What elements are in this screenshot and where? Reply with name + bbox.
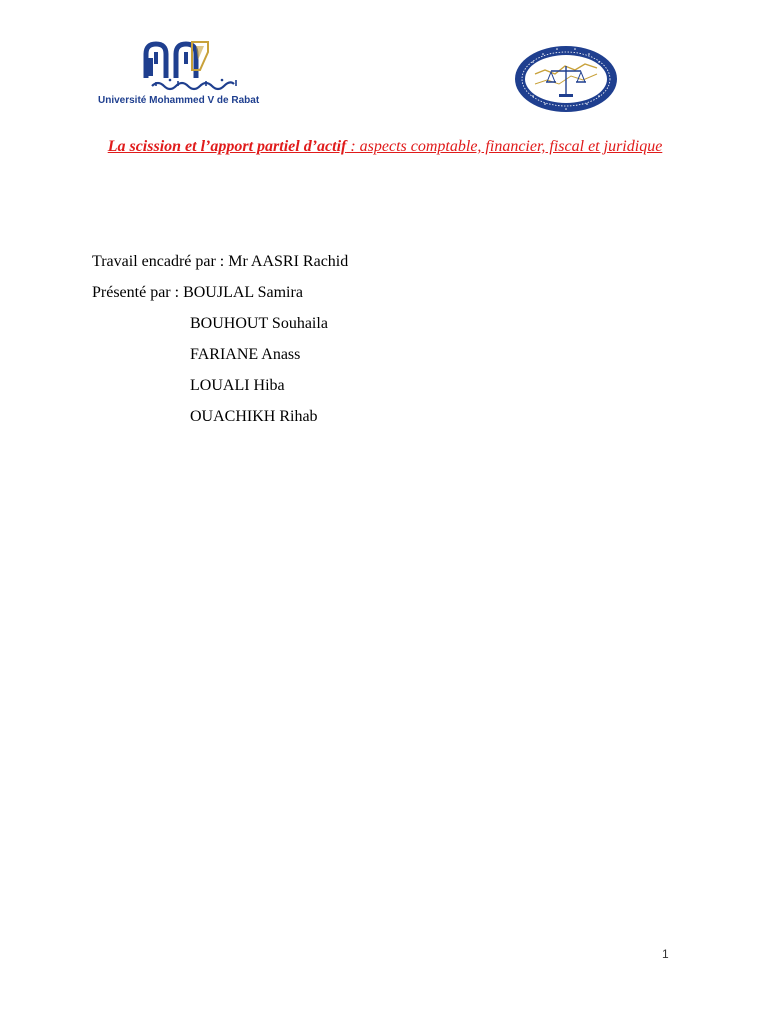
university-logo bbox=[96, 40, 276, 110]
title-subtitle: : aspects comptable, financier, fiscal et juridique bbox=[346, 138, 663, 155]
presenter-name: LOUALI Hiba bbox=[190, 377, 285, 394]
university-caption: Université Mohammed V de Rabat bbox=[98, 95, 260, 106]
presenters-line bbox=[92, 283, 303, 303]
document-title bbox=[90, 136, 680, 158]
title-main: La scission et l’apport partiel d’actif bbox=[107, 138, 347, 155]
presenters-label: Présenté par : bbox=[92, 284, 180, 301]
presenter-name: OUACHIKH Rihab bbox=[190, 408, 318, 425]
page-number: 1 bbox=[662, 947, 669, 961]
presenter-name: FARIANE Anass bbox=[190, 346, 301, 363]
presenter-name: BOUJLAL Samira bbox=[183, 284, 303, 301]
faculty-seal-icon bbox=[513, 44, 619, 114]
supervisor-label: Travail encadré par : bbox=[92, 253, 225, 270]
presenter-name: BOUHOUT Souhaila bbox=[190, 315, 328, 332]
supervisor-line bbox=[92, 252, 348, 272]
supervisor-name: Mr AASRI Rachid bbox=[228, 253, 349, 270]
faculty-logo bbox=[513, 44, 619, 114]
